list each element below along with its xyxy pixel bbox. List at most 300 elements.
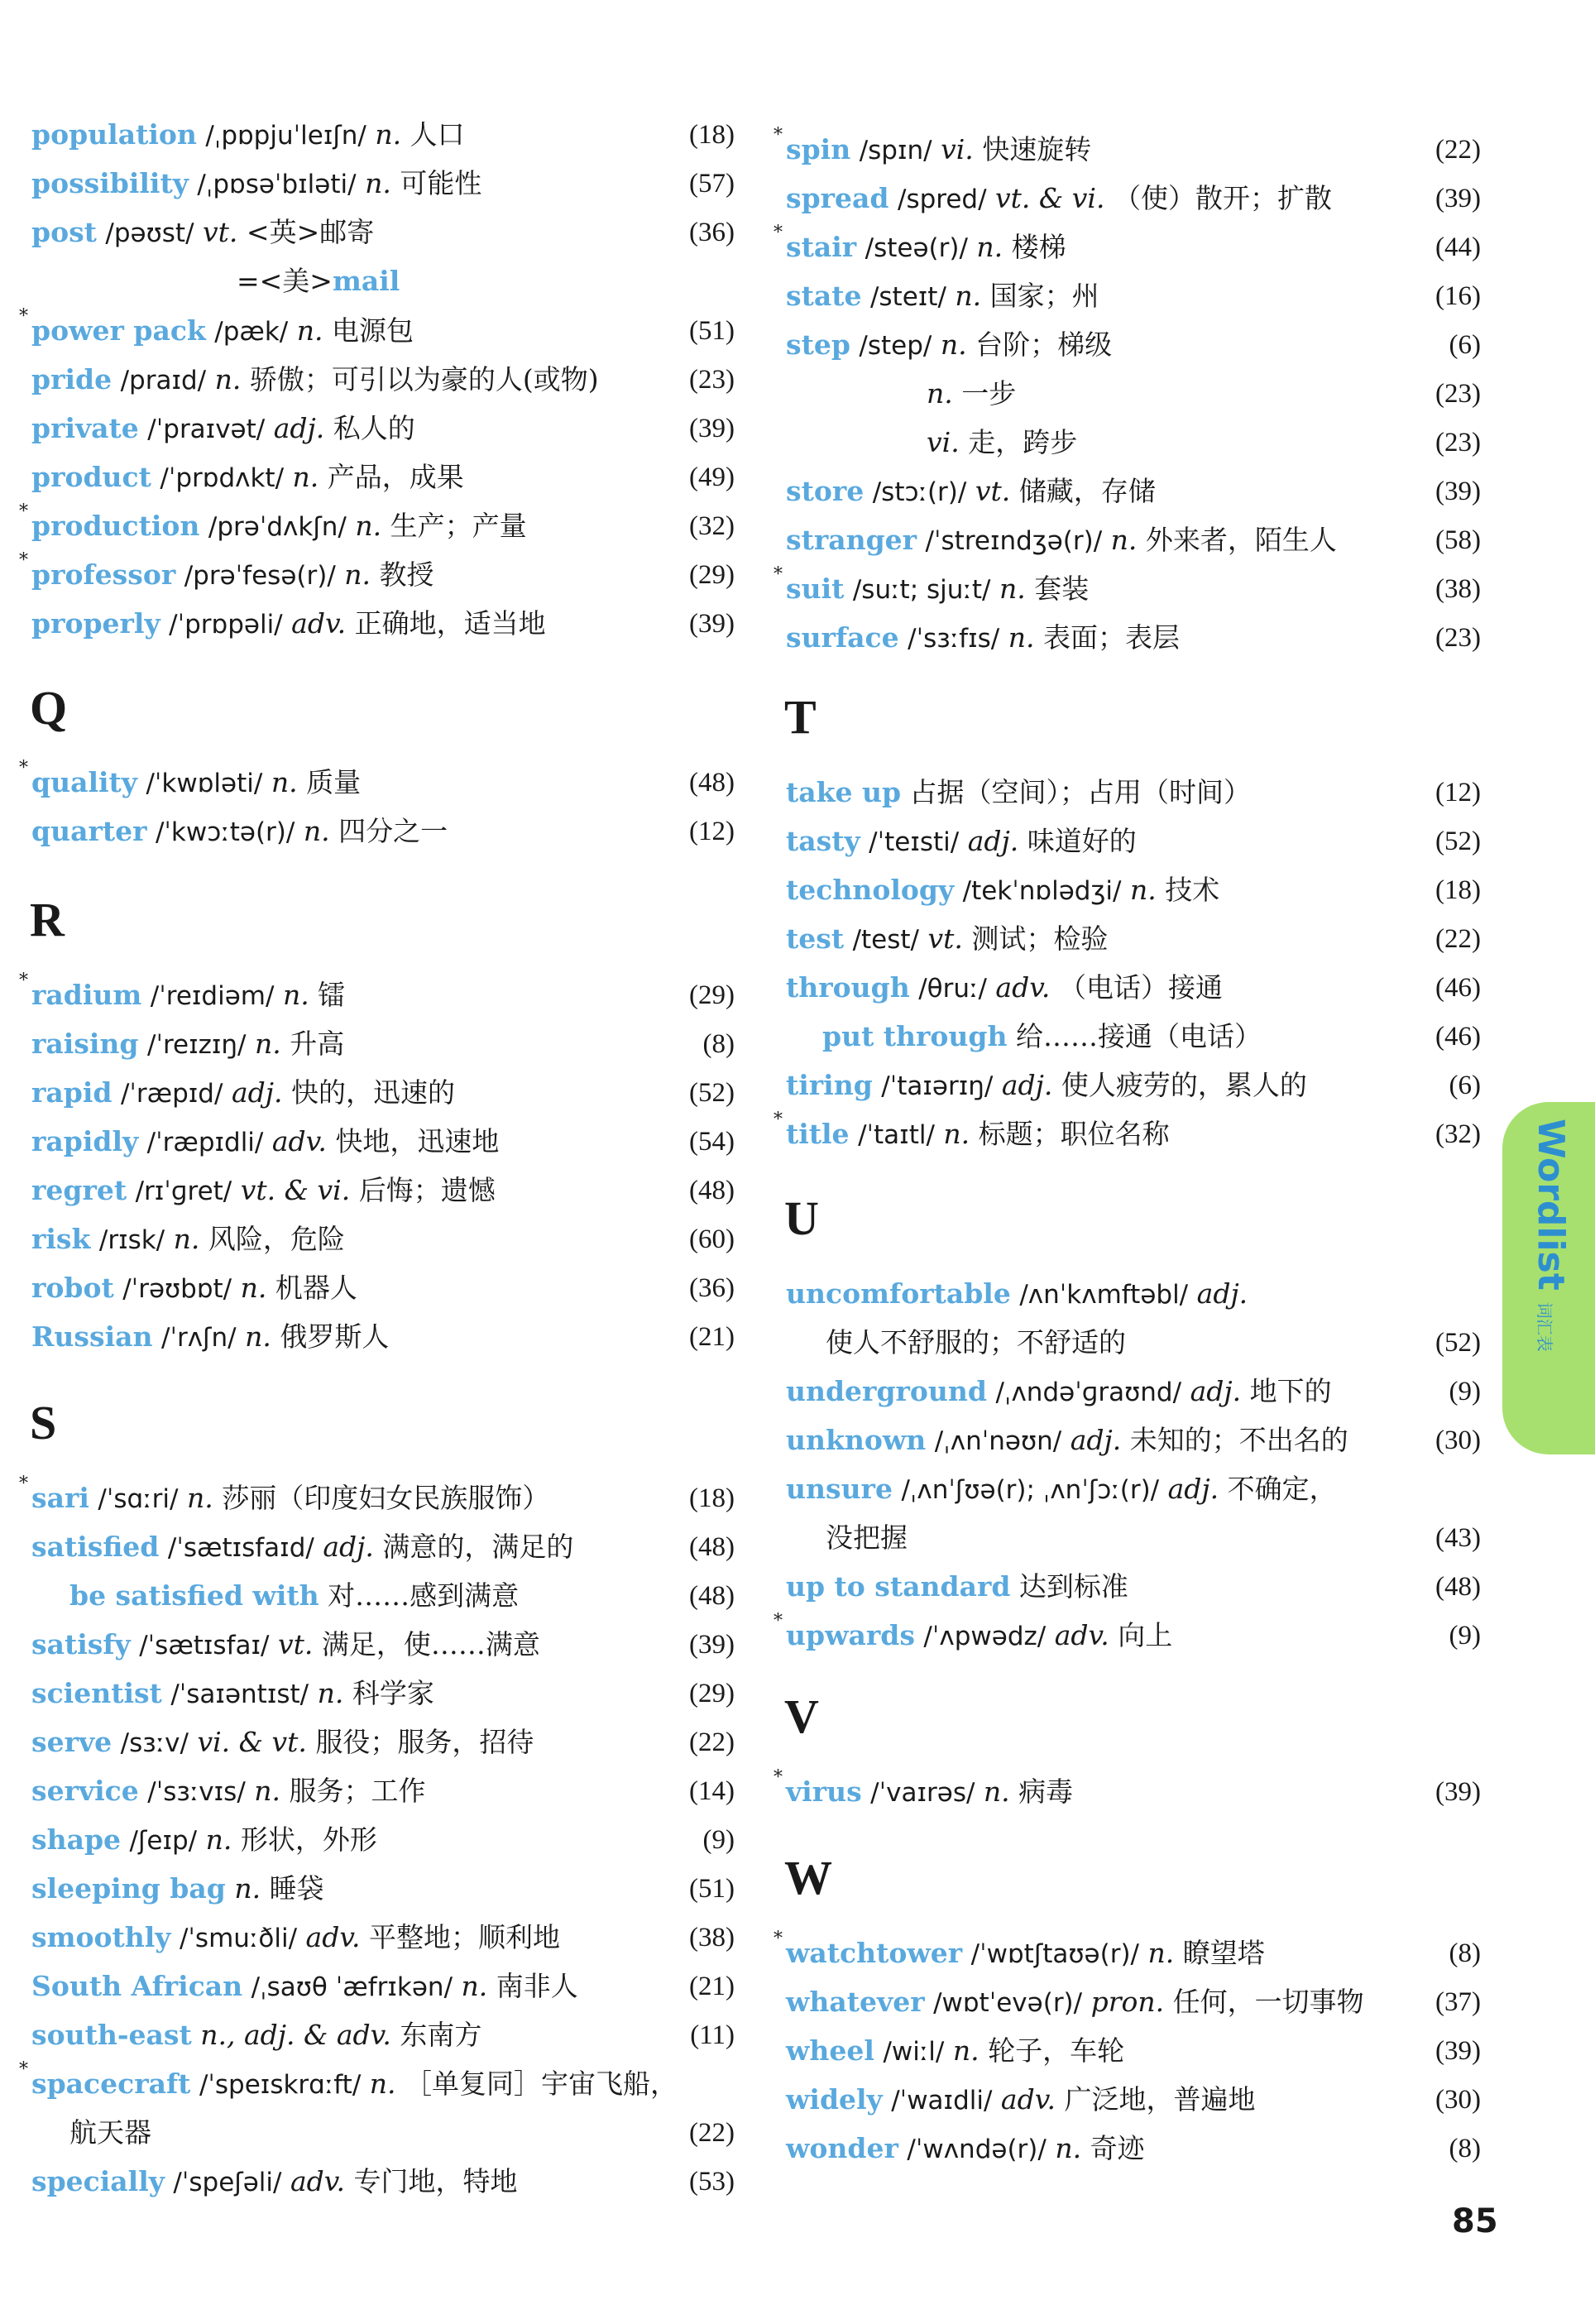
unit-page-ref: (48) <box>689 1532 735 1562</box>
headword[interactable]: virus <box>786 1775 862 1808</box>
unit-page-ref: (32) <box>689 511 735 541</box>
entry-text <box>786 471 1156 513</box>
headword[interactable]: Russian <box>31 1320 153 1353</box>
definition: 储藏，存储 <box>1018 475 1156 507</box>
headword[interactable]: radium <box>31 979 142 1011</box>
definition: 风险，危险 <box>208 1223 345 1255</box>
section-letter-u: U <box>784 1191 819 1245</box>
unit-page-ref: (12) <box>689 817 735 846</box>
headword[interactable]: tasty <box>786 825 860 857</box>
definition: 使人疲劳的，累人的 <box>1061 1069 1307 1101</box>
part-of-speech: n. <box>234 1872 261 1905</box>
unit-page-ref: (46) <box>1435 973 1481 1003</box>
definition: 东南方 <box>400 2019 482 2051</box>
headword[interactable]: south-east <box>31 2019 192 2051</box>
headword[interactable]: specially <box>31 2165 165 2197</box>
headword[interactable]: sleeping bag <box>31 1872 226 1905</box>
entry-text <box>31 1966 578 2008</box>
headword[interactable]: up to standard <box>786 1570 1011 1603</box>
headword[interactable]: step <box>786 328 850 361</box>
part-of-speech: adv. <box>995 971 1051 1004</box>
entry-text <box>786 1981 1364 2024</box>
headword[interactable]: test <box>786 922 845 955</box>
entry-row <box>786 276 1481 317</box>
definition: 平整地；顺利地 <box>369 1921 561 1953</box>
headword[interactable]: raising <box>31 1028 139 1060</box>
entry-text <box>786 1566 1128 1608</box>
unit-page-ref: (6) <box>1449 330 1481 360</box>
entry-text <box>31 1170 496 1212</box>
entry-text <box>69 2112 151 2154</box>
entry-text <box>786 2128 1145 2170</box>
entry-text <box>786 1469 1337 1511</box>
part-of-speech: adj. <box>1196 1277 1248 1310</box>
definition: 病毒 <box>1018 1775 1074 1808</box>
star-icon: * <box>774 125 783 146</box>
entry-row <box>31 1121 735 1162</box>
phonetic: /spɪn/ <box>859 136 932 165</box>
headword[interactable]: store <box>786 475 865 507</box>
entry-text <box>31 1819 377 1862</box>
part-of-speech: adj. <box>1001 1069 1053 1101</box>
phonetic: /praɪd/ <box>120 366 207 395</box>
headword[interactable]: unknown <box>786 1424 927 1456</box>
entry-row <box>31 1219 735 1260</box>
phonetic: /ˈrəʊbɒt/ <box>122 1274 232 1304</box>
entry-row <box>786 1322 1481 1363</box>
unit-page-ref: (51) <box>689 1874 735 1904</box>
cross-reference-word[interactable]: mail <box>332 265 400 297</box>
definition: ［单复同］宇宙飞船， <box>405 2068 678 2100</box>
unit-page-ref: (30) <box>1435 2085 1481 2115</box>
part-of-speech: adv. <box>290 2165 345 2197</box>
definition: 升高 <box>290 1028 345 1060</box>
headword[interactable]: power pack <box>31 314 206 347</box>
part-of-speech: pron. <box>1090 1986 1165 2018</box>
section-letter-v: V <box>784 1689 819 1743</box>
entry-text <box>31 359 599 401</box>
part-of-speech: n. <box>955 280 982 312</box>
unit-page-ref: (36) <box>689 218 735 247</box>
headword[interactable]: production <box>31 510 200 542</box>
headword[interactable]: risk <box>31 1223 91 1255</box>
entry-row <box>786 821 1481 862</box>
headword[interactable]: quality <box>31 766 137 798</box>
entry-row <box>31 1819 735 1861</box>
entry-text <box>31 603 546 645</box>
headword[interactable]: serve <box>31 1726 113 1758</box>
part-of-speech: n. <box>254 1775 281 1807</box>
headword[interactable]: tiring <box>786 1069 873 1101</box>
unit-page-ref: (14) <box>689 1776 735 1806</box>
part-of-speech: adj. <box>231 1076 283 1109</box>
headword[interactable]: underground <box>786 1375 987 1407</box>
entry-row <box>786 2079 1481 2120</box>
unit-page-ref: (44) <box>1435 232 1481 262</box>
unit-page-ref: (12) <box>1435 778 1481 807</box>
phonetic: /ˌʌnˈnəʊn/ <box>934 1426 1062 1456</box>
phonetic: /ˈspeʃəli/ <box>173 2168 282 2197</box>
entry-row <box>786 967 1481 1009</box>
entry-row <box>31 212 735 253</box>
part-of-speech: n. <box>369 2068 396 2100</box>
entry-text <box>19 1473 550 1520</box>
unit-page-ref: (23) <box>1435 623 1481 653</box>
unit-page-ref: (22) <box>1435 135 1481 165</box>
definition: 走，跨步 <box>968 426 1078 458</box>
unit-page-ref: (8) <box>1449 1938 1481 1968</box>
star-icon: * <box>19 550 28 571</box>
definition: （电话）接通 <box>1058 971 1223 1004</box>
headword[interactable]: wheel <box>786 2034 874 2067</box>
unit-page-ref: (46) <box>1435 1022 1481 1052</box>
entry-text <box>786 967 1223 1009</box>
entry-row <box>786 1420 1481 1461</box>
entry-row <box>774 1929 1481 1974</box>
unit-page-ref: (39) <box>1435 184 1481 213</box>
headword[interactable]: spread <box>786 182 889 214</box>
definition: 四分之一 <box>338 815 448 847</box>
phonetic: /ˌpɒsəˈbɪləti/ <box>197 170 357 199</box>
part-of-speech: vi. & vt. <box>197 1726 307 1758</box>
part-of-speech: vt. <box>927 922 963 955</box>
entry-row <box>786 471 1481 512</box>
headword[interactable]: shape <box>31 1823 122 1856</box>
phonetic: /ʌnˈkʌmftəbl/ <box>1019 1280 1189 1310</box>
unit-page-ref: (39) <box>689 414 735 443</box>
definition: 国家；州 <box>989 280 1099 312</box>
entry-row <box>31 1966 735 2007</box>
entry-row <box>19 306 735 352</box>
star-icon: * <box>774 1767 783 1788</box>
part-of-speech: n. <box>952 2034 980 2067</box>
part-of-speech: n. <box>375 118 402 151</box>
headword[interactable]: widely <box>786 2083 883 2116</box>
definition: 味道好的 <box>1027 825 1137 857</box>
headword[interactable]: stair <box>786 231 857 263</box>
wordlist-subtitle: 词汇表 <box>1535 1301 1554 1352</box>
headword[interactable]: take up <box>786 776 902 808</box>
part-of-speech: n. <box>1110 524 1138 556</box>
entry-row <box>31 163 735 204</box>
unit-page-ref: (43) <box>1435 1523 1481 1553</box>
entry-text <box>31 408 415 450</box>
part-of-speech: n. <box>365 167 391 199</box>
entry-text <box>31 1673 434 1715</box>
phonetic: /rɪˈɡret/ <box>135 1176 232 1206</box>
phonetic: /ˈræpɪdli/ <box>146 1128 264 1157</box>
headword[interactable]: state <box>786 280 862 312</box>
star-icon: * <box>774 1611 783 1632</box>
definition: 达到标准 <box>1018 1570 1128 1603</box>
entry-row <box>31 1575 735 1617</box>
unit-page-ref: (58) <box>1435 525 1481 555</box>
definition: 向上 <box>1118 1619 1173 1651</box>
part-of-speech: n. <box>1147 1937 1175 1969</box>
definition: 技术 <box>1165 874 1220 906</box>
entry-text <box>31 163 481 205</box>
headword[interactable]: private <box>31 412 139 444</box>
unit-page-ref: (39) <box>689 609 735 639</box>
unit-page-ref: (23) <box>1435 379 1481 409</box>
entry-row <box>31 1771 735 1812</box>
phonetic: /ˈsɜːvɪs/ <box>147 1777 246 1807</box>
unit-page-ref: (22) <box>1435 924 1481 954</box>
definition: 南非人 <box>496 1970 578 2002</box>
entry-row <box>31 2161 735 2202</box>
phonetic: /pəʊst/ <box>105 218 194 248</box>
entry-text <box>927 422 1077 463</box>
part-of-speech: n. <box>282 979 309 1011</box>
entry-row <box>19 970 735 1016</box>
definition: 服役；服务，招待 <box>315 1726 534 1758</box>
part-of-speech: n. <box>214 363 242 395</box>
headword[interactable]: professor <box>31 558 176 591</box>
headword[interactable]: uncomfortable <box>786 1277 1011 1310</box>
headword[interactable]: post <box>31 216 97 248</box>
phonetic: /prəˈfesə(r)/ <box>184 561 336 591</box>
entry-text <box>786 617 1180 659</box>
headword[interactable]: South African <box>31 1970 243 2002</box>
phonetic: /sɜːv/ <box>120 1728 189 1758</box>
entry-row <box>31 811 735 852</box>
star-icon: * <box>774 223 783 243</box>
phonetic: /ˈsmuːðli/ <box>179 1924 298 1953</box>
entry-row <box>786 1016 1481 1057</box>
entry-row <box>31 1316 735 1358</box>
part-of-speech: n. <box>271 766 298 798</box>
headword[interactable]: wonder <box>786 2132 898 2164</box>
unit-page-ref: (23) <box>1435 428 1481 458</box>
headword[interactable]: product <box>31 461 151 493</box>
entry-row <box>786 422 1481 463</box>
entry-text <box>31 1868 324 1910</box>
headword[interactable]: spin <box>786 133 851 165</box>
unit-page-ref: (16) <box>1435 281 1481 311</box>
entry-row <box>31 2112 735 2154</box>
entry-text <box>927 373 1016 414</box>
unit-page-ref: (52) <box>689 1078 735 1108</box>
headword[interactable]: properly <box>31 607 160 640</box>
entry-row <box>786 1517 1481 1559</box>
phonetic: /ˈsaɪəntɪst/ <box>170 1680 309 1709</box>
headword[interactable]: possibility <box>31 167 189 199</box>
entry-text <box>31 2015 481 2056</box>
headword[interactable]: be satisfied with <box>69 1579 319 1612</box>
definition: 快的，迅速的 <box>290 1076 455 1109</box>
entry-text <box>774 1611 1173 1657</box>
entry-text <box>774 1767 1074 1814</box>
entry-row <box>786 2030 1481 2072</box>
headword[interactable]: smoothly <box>31 1921 171 1953</box>
entry-text <box>31 1023 344 1066</box>
phonetic: /ˈkwɒləti/ <box>146 769 263 798</box>
definition: 航天器 <box>69 2116 151 2149</box>
headword[interactable]: rapid <box>31 1076 113 1109</box>
entry-row <box>31 1526 735 1568</box>
definition: 测试；检验 <box>971 922 1109 955</box>
definition: 专门地，特地 <box>353 2165 518 2197</box>
headword[interactable]: regret <box>31 1174 127 1206</box>
definition: 瞭望塔 <box>1182 1937 1265 1969</box>
part-of-speech: n. <box>999 573 1026 605</box>
entry-row <box>31 359 735 400</box>
phonetic: /rɪsk/ <box>98 1225 165 1255</box>
headword[interactable]: whatever <box>786 1986 925 2018</box>
phonetic: /suːt; sjuːt/ <box>852 575 991 605</box>
part-of-speech: n. <box>317 1677 344 1709</box>
entry-text <box>774 125 1092 171</box>
phonetic: /ˈreɪzɪŋ/ <box>147 1030 247 1060</box>
entry-row <box>786 520 1481 561</box>
entry-row <box>786 870 1481 911</box>
entry-row <box>786 1371 1481 1412</box>
unit-page-ref: (38) <box>689 1923 735 1953</box>
entry-text <box>19 550 434 597</box>
part-of-speech: adj. <box>967 825 1019 857</box>
headword[interactable]: satisfy <box>31 1628 131 1660</box>
entry-row <box>19 758 735 803</box>
headword[interactable]: robot <box>31 1272 114 1304</box>
unit-page-ref: (60) <box>689 1224 735 1254</box>
headword[interactable]: put through <box>822 1020 1008 1052</box>
part-of-speech: adj. <box>1167 1473 1219 1505</box>
phonetic: /ˈkwɔːtə(r)/ <box>155 817 295 847</box>
entry-text <box>31 1219 345 1261</box>
unit-page-ref: (11) <box>690 2020 735 2050</box>
entry-row <box>786 2128 1481 2169</box>
entry-text <box>774 1109 1170 1156</box>
entry-text <box>786 520 1337 562</box>
entry-row <box>786 178 1481 219</box>
definition: 一步 <box>961 377 1017 410</box>
entry-row <box>774 125 1481 170</box>
unit-page-ref: (37) <box>1435 1987 1481 2017</box>
definition: 生产；产量 <box>390 510 527 542</box>
definition: 任何，一切事物 <box>1172 1986 1364 2018</box>
definition: 满意的，满足的 <box>382 1531 574 1563</box>
phonetic: /stɔː(r)/ <box>872 477 967 507</box>
wordlist-tab[interactable] <box>1502 1102 1595 1454</box>
entry-row <box>774 1109 1481 1155</box>
unit-page-ref: (9) <box>1449 1621 1481 1651</box>
definition: 满足，使……满意 <box>321 1628 540 1660</box>
headword[interactable]: pride <box>31 363 113 395</box>
part-of-speech: n. <box>240 1272 267 1304</box>
headword[interactable]: upwards <box>786 1619 915 1651</box>
entry-row <box>774 564 1481 610</box>
part-of-speech: n. <box>205 1823 232 1856</box>
part-of-speech: vt. & vi. <box>240 1174 351 1206</box>
entry-row <box>31 2015 735 2056</box>
part-of-speech: adv. <box>1054 1619 1109 1651</box>
headword[interactable]: stranger <box>786 524 917 556</box>
headword[interactable]: title <box>786 1118 850 1150</box>
phonetic: /ˈsɜːfɪs/ <box>908 624 1000 654</box>
entry-text <box>786 2030 1124 2072</box>
phonetic: /ˈʌpwədz/ <box>923 1622 1047 1651</box>
unit-page-ref: (9) <box>1449 1377 1481 1406</box>
entry-text <box>31 1526 573 1569</box>
headword[interactable]: spacecraft <box>31 2068 191 2100</box>
entry-text <box>31 1121 499 1163</box>
headword[interactable]: suit <box>786 573 845 605</box>
unit-page-ref: (6) <box>1449 1071 1481 1100</box>
entry-text <box>237 261 400 302</box>
definition: 奇迹 <box>1090 2132 1145 2164</box>
entry-text <box>31 1722 534 1764</box>
star-icon: * <box>774 1109 783 1130</box>
headword[interactable]: through <box>786 971 910 1004</box>
phonetic: /steɪt/ <box>869 282 946 312</box>
headword[interactable]: population <box>31 118 197 151</box>
headword[interactable]: technology <box>786 874 955 906</box>
phonetic: /ˈwʌndə(r)/ <box>907 2135 1047 2164</box>
phonetic: /ʃeɪp/ <box>129 1826 198 1856</box>
phonetic: /ˈprɒdʌkt/ <box>160 463 285 493</box>
phonetic: /ˌʌnˈʃʊə(r); ˌʌnˈʃɔː(r)/ <box>901 1475 1160 1505</box>
entry-row <box>774 1767 1481 1813</box>
phonetic: /steə(r)/ <box>865 233 968 263</box>
entry-row <box>31 457 735 498</box>
headword[interactable]: unsure <box>786 1473 893 1505</box>
entry-text <box>31 1917 560 1959</box>
unit-page-ref: (22) <box>689 1727 735 1757</box>
headword[interactable]: satisfied <box>31 1531 160 1563</box>
star-icon: * <box>774 1929 783 1949</box>
phonetic: /ˈtaɪtl/ <box>858 1120 935 1150</box>
definition: 后悔；遗憾 <box>358 1174 496 1206</box>
part-of-speech: adj. <box>1190 1375 1242 1407</box>
headword[interactable]: rapidly <box>31 1125 139 1157</box>
phonetic: /pæk/ <box>214 317 289 347</box>
entry-text <box>786 1420 1348 1462</box>
part-of-speech: n. <box>173 1223 200 1255</box>
entry-row <box>31 1170 735 1211</box>
headword[interactable]: service <box>31 1775 139 1807</box>
entry-text <box>31 457 464 499</box>
phonetic: /tekˈnɒlədʒi/ <box>962 876 1122 906</box>
definition: 教授 <box>379 558 434 591</box>
section-letter-q: Q <box>30 681 68 735</box>
definition: 外来者，陌生人 <box>1145 524 1337 556</box>
definition: 轮子，车轮 <box>988 2034 1125 2067</box>
part-of-speech: n. <box>255 1028 281 1060</box>
headword[interactable]: scientist <box>31 1677 162 1709</box>
part-of-speech: vi. <box>927 426 960 458</box>
part-of-speech: n. <box>355 510 382 542</box>
definition: 形状，外形 <box>240 1823 377 1856</box>
entry-row <box>31 1917 735 1958</box>
phonetic: /ˈprɒpəli/ <box>169 610 283 640</box>
part-of-speech: vt. & vi. <box>995 182 1105 214</box>
unit-page-ref: (54) <box>689 1127 735 1157</box>
phonetic: /θruː/ <box>918 974 987 1004</box>
unit-page-ref: (8) <box>1449 2134 1481 2163</box>
headword[interactable]: surface <box>786 621 899 654</box>
entry-text <box>31 1624 540 1666</box>
unit-page-ref: (48) <box>689 1581 735 1611</box>
headword[interactable]: sari <box>31 1482 89 1514</box>
part-of-speech: adv. <box>271 1125 327 1157</box>
phonetic: /ˈvaɪrəs/ <box>870 1778 975 1808</box>
entry-row <box>19 2059 735 2105</box>
headword[interactable]: watchtower <box>786 1937 963 1969</box>
phonetic: /ˈwɒtʃtaʊə(r)/ <box>970 1939 1139 1969</box>
headword[interactable]: quarter <box>31 815 147 847</box>
phonetic: /ˈstreɪndʒə(r)/ <box>925 526 1103 556</box>
definition: 占据（空间）；占用（时间） <box>909 776 1252 808</box>
